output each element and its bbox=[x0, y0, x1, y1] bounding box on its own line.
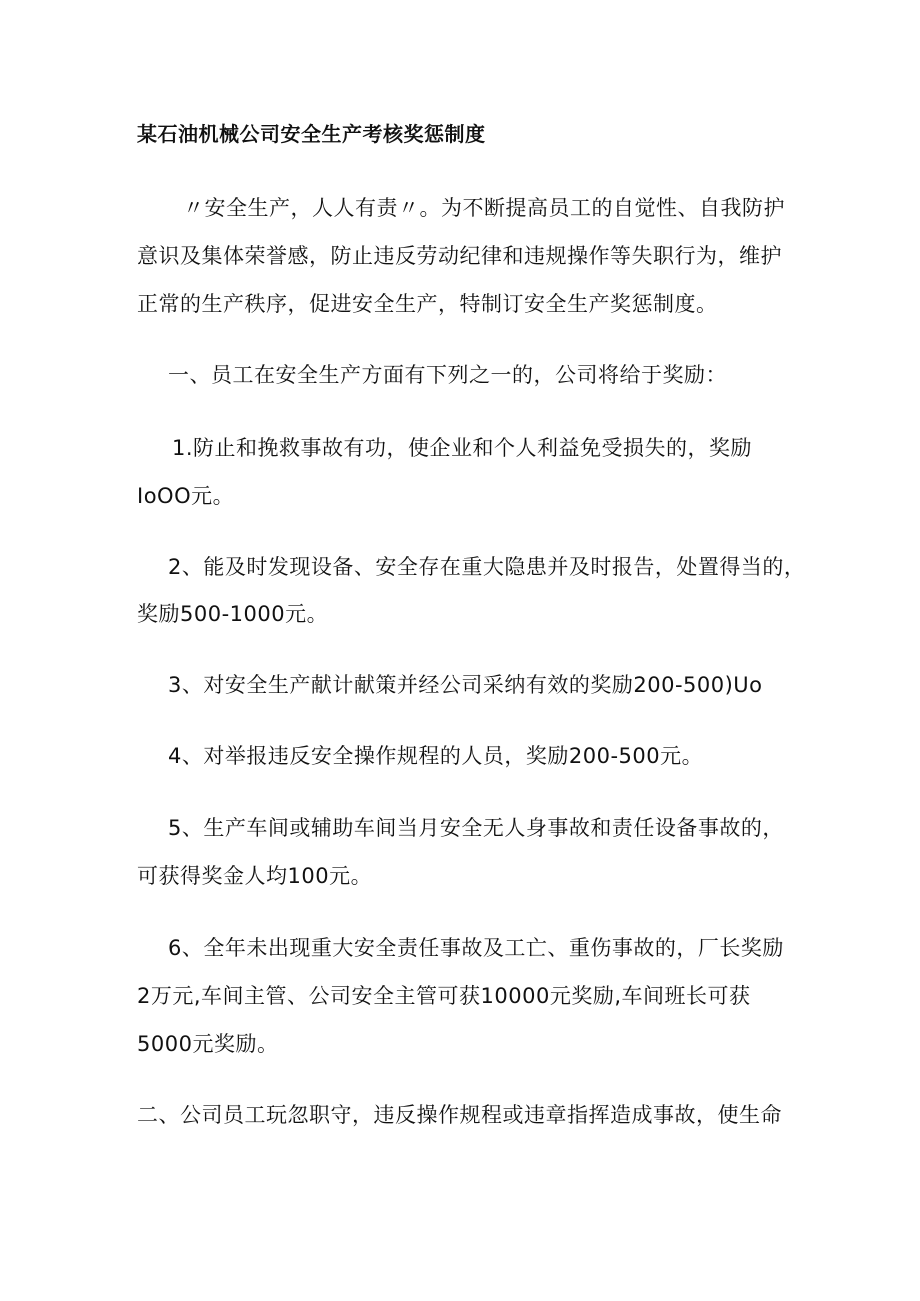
item-6-line-2: 2万元,车间主管、公司安全主管可获10000元奖励,车间班长可获 bbox=[137, 984, 751, 1008]
intro-line-1: 〃安全生产，人人有责〃。为不断提高员工的自觉性、自我防护 bbox=[183, 196, 785, 220]
item-6-line-1: 6、全年未出现重大安全责任事故及工亡、重伤事故的，厂长奖励 bbox=[168, 936, 784, 960]
item-5-line-2: 可获得奖金人均100元。 bbox=[137, 864, 373, 888]
document-title: 某石油机械公司安全生产考核奖惩制度 bbox=[137, 122, 486, 146]
intro-line-3: 正常的生产秩序，促进安全生产，特制订安全生产奖惩制度。 bbox=[137, 292, 718, 316]
item-1-line-1: 1.防止和挽救事故有功，使企业和个人利益免受损失的，奖励 bbox=[172, 436, 753, 460]
intro-line-2: 意识及集体荣誉感，防止违反劳动纪律和违规操作等失职行为，维护 bbox=[137, 244, 782, 268]
item-6-line-3: 5000元奖励。 bbox=[137, 1032, 279, 1056]
item-5-line-1: 5、生产车间或辅助车间当月安全无人身事故和责任设备事故的， bbox=[168, 816, 784, 840]
item-1-line-2: IoOO元。 bbox=[137, 484, 235, 508]
section-2-heading: 二、公司员工玩忽职守，违反操作规程或违章指挥造成事故，使生命 bbox=[137, 1103, 782, 1127]
item-2-line-1: 2、能及时发现设备、安全存在重大隐患并及时报告，处置得当的， bbox=[168, 555, 806, 579]
section-1-heading: 一、员工在安全生产方面有下列之一的，公司将给于奖励： bbox=[168, 363, 727, 387]
item-3-line-1: 3、对安全生产献计献策并经公司采纳有效的奖励200-500)Uo bbox=[168, 673, 763, 697]
item-4-line-1: 4、对举报违反安全操作规程的人员，奖励200-500元。 bbox=[168, 744, 704, 768]
item-2-line-2: 奖励500-1000元。 bbox=[137, 602, 329, 626]
